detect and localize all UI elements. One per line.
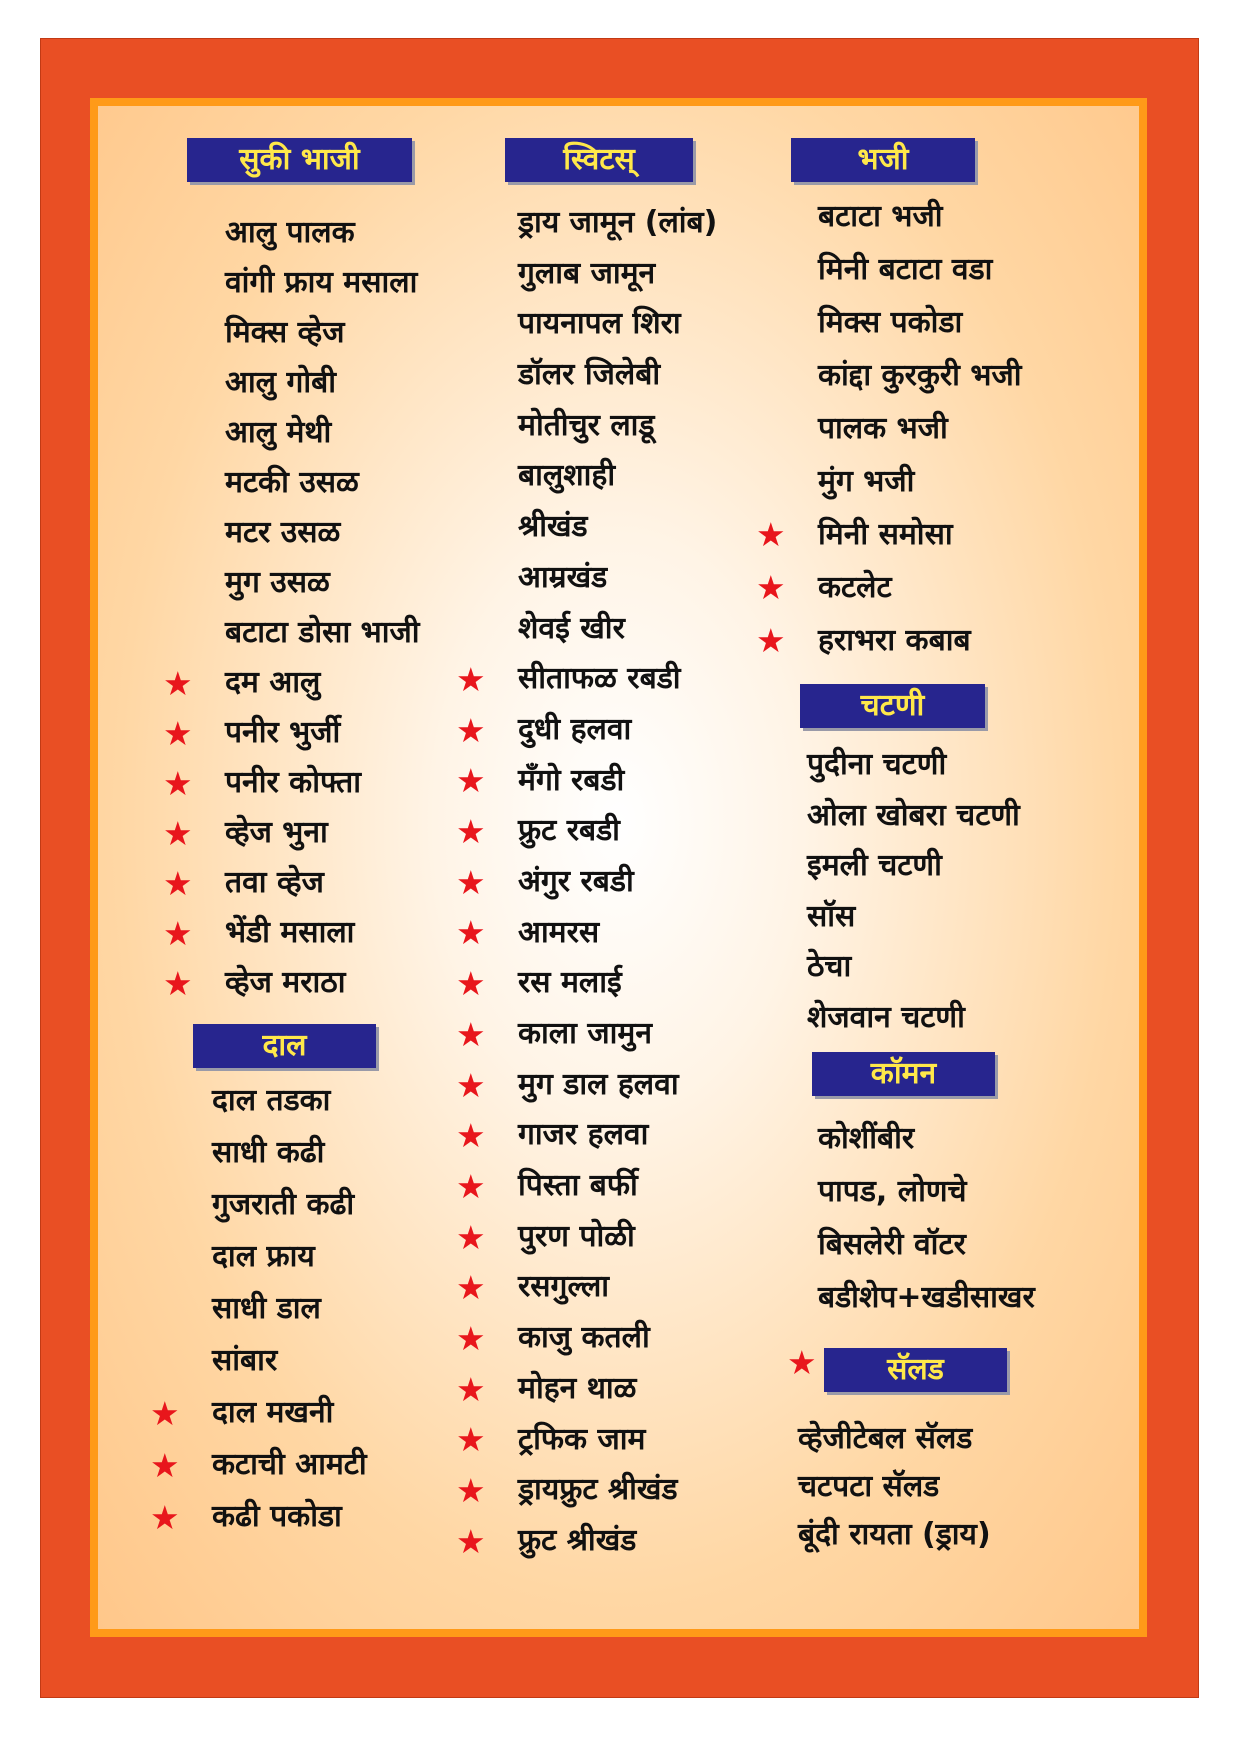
list-item: [212, 1127, 367, 1179]
item-label: ओला खोबरा चटणी: [807, 797, 1020, 833]
list-item: [225, 558, 420, 608]
item-label: पापड, लोणचे: [818, 1174, 967, 1209]
star-icon: ★: [456, 1471, 486, 1511]
list-item: [818, 190, 1022, 243]
star-icon: ★: [456, 1065, 486, 1105]
star-icon: ★: [756, 568, 786, 607]
item-label: पिस्ता बर्फी: [518, 1168, 638, 1204]
item-label: साधी कढी: [212, 1135, 325, 1170]
section-header-chatni: चटणी: [800, 684, 985, 728]
star-icon: ★: [456, 1268, 486, 1308]
list-suki-bhaji: [163, 208, 420, 1008]
item-label: आमरस: [518, 914, 600, 950]
item-label: कोशींबीर: [818, 1121, 915, 1156]
list-item: [225, 458, 420, 508]
item-label: मटकी उसळ: [225, 465, 359, 500]
list-item: [456, 705, 717, 756]
item-label: अंगुर रबडी: [518, 863, 634, 899]
star-icon: ★: [456, 1014, 486, 1054]
list-item: [212, 1231, 367, 1283]
list-item: [518, 299, 717, 350]
star-icon: ★: [456, 1217, 486, 1257]
star-icon: ★: [787, 1343, 817, 1382]
item-label: सीताफळ रबडी: [518, 661, 681, 697]
list-item: [456, 1313, 717, 1364]
list-item: [518, 350, 717, 401]
list-item: [456, 1060, 717, 1111]
item-label: चटपटा सॅलड: [798, 1469, 940, 1504]
star-icon: ★: [163, 863, 193, 903]
list-item: [807, 740, 1020, 791]
star-icon: ★: [456, 913, 486, 953]
star-icon: ★: [163, 963, 193, 1003]
list-item: [225, 258, 420, 308]
list-dal: [150, 1075, 367, 1543]
item-label: कटलेट: [818, 570, 892, 605]
item-label: मिनी बटाटा वडा: [818, 252, 993, 287]
list-item: [163, 658, 420, 708]
item-label: बिसलेरी वॉटर: [818, 1227, 966, 1262]
list-item: [225, 408, 420, 458]
list-item: [456, 1161, 717, 1212]
list-item: [518, 401, 717, 452]
item-label: गुलाब जामून: [518, 255, 656, 291]
item-label: ठेचा: [807, 949, 852, 984]
item-label: पालक भजी: [818, 411, 948, 446]
list-item: [456, 756, 717, 807]
item-label: तवा व्हेज: [225, 865, 324, 900]
item-label: कटाची आमटी: [212, 1447, 367, 1482]
item-label: मोहन थाळ: [518, 1370, 637, 1406]
item-label: रस मलाई: [518, 965, 622, 1001]
star-icon: ★: [456, 1420, 486, 1460]
list-item: [456, 1415, 717, 1466]
list-item: [212, 1179, 367, 1231]
item-label: बालुशाही: [518, 458, 616, 494]
section-header-bhaji: भजी: [791, 138, 975, 182]
list-item: [818, 402, 1022, 455]
list-salad: [798, 1415, 991, 1559]
list-item: [818, 349, 1022, 402]
list-item: [518, 249, 717, 300]
list-item: [225, 608, 420, 658]
item-label: दुधी हलवा: [518, 711, 632, 747]
item-label: ड्रायफ्रुट श्रीखंड: [518, 1472, 678, 1508]
section-header-dal: दाल: [193, 1024, 376, 1068]
list-item: [818, 455, 1022, 508]
item-label: शेजवान चटणी: [807, 999, 965, 1035]
star-icon: ★: [163, 763, 193, 803]
star-icon: ★: [456, 1166, 486, 1206]
list-item: [456, 1110, 717, 1161]
list-item: [150, 1439, 367, 1491]
item-label: मुग डाल हलवा: [518, 1066, 679, 1102]
item-label: मोतीचुर लाडू: [518, 407, 655, 443]
list-item: [518, 502, 717, 553]
item-label: डॉलर जिलेबी: [518, 357, 661, 393]
star-icon: ★: [150, 1497, 180, 1537]
item-label: सांबार: [212, 1343, 278, 1378]
item-label: श्रीखंड: [518, 509, 588, 545]
list-item: [163, 808, 420, 858]
item-label: साधी डाल: [212, 1291, 321, 1326]
list-item: [798, 1415, 991, 1463]
list-item: [456, 1212, 717, 1263]
list-item: [456, 1364, 717, 1415]
list-item: [756, 508, 1022, 561]
list-item: [818, 1218, 1035, 1271]
section-header-suki-bhaji: सुकी भाजी: [187, 138, 412, 182]
list-item: [212, 1335, 367, 1387]
star-icon: ★: [456, 710, 486, 750]
list-item: [456, 1009, 717, 1060]
list-item: [456, 1465, 717, 1516]
list-item: [456, 806, 717, 857]
item-label: भेंडी मसाला: [225, 915, 355, 950]
list-item: [818, 243, 1022, 296]
list-item: [756, 614, 1022, 667]
list-item: [807, 791, 1020, 842]
item-label: सॉस: [807, 898, 856, 934]
list-item: [756, 561, 1022, 614]
item-label: पुरण पोळी: [518, 1218, 635, 1254]
list-item: [212, 1075, 367, 1127]
star-icon: ★: [756, 515, 786, 554]
item-label: पनीर भुर्जी: [225, 715, 341, 750]
item-label: दाल मखनी: [212, 1395, 334, 1430]
list-item: [225, 208, 420, 258]
list-item: [807, 942, 1020, 993]
list-item: [163, 908, 420, 958]
section-header-sweets: स्विटस्: [505, 138, 693, 182]
star-icon: ★: [150, 1393, 180, 1433]
list-item: [163, 758, 420, 808]
star-icon: ★: [456, 1116, 486, 1156]
list-item: [163, 708, 420, 758]
item-label: रसगुल्ला: [518, 1269, 610, 1305]
list-item: [225, 358, 420, 408]
list-item: [163, 958, 420, 1008]
item-label: हराभरा कबाब: [818, 623, 971, 658]
list-item: [818, 1271, 1035, 1324]
item-label: बूंदी रायता (ड्राय): [798, 1517, 991, 1552]
item-label: बटाटा भजी: [818, 199, 943, 234]
list-item: [163, 858, 420, 908]
list-item: [798, 1463, 991, 1511]
item-label: आलु पालक: [225, 215, 355, 250]
list-item: [456, 654, 717, 705]
star-icon: ★: [456, 862, 486, 902]
list-item: [212, 1283, 367, 1335]
list-item: [807, 841, 1020, 892]
star-icon: ★: [163, 913, 193, 953]
list-item: [150, 1491, 367, 1543]
list-chatni: [807, 740, 1020, 1043]
item-label: व्हेजीटेबल सॅलड: [798, 1421, 973, 1456]
list-item: [798, 1511, 991, 1559]
item-label: व्हेज भुना: [225, 815, 328, 850]
item-label: पनीर कोफ्ता: [225, 765, 362, 800]
item-label: मिक्स व्हेज: [225, 315, 345, 350]
item-label: पुदीना चटणी: [807, 747, 947, 782]
star-icon: ★: [456, 1521, 486, 1561]
item-label: इमली चटणी: [807, 848, 942, 883]
item-label: गुजराती कढी: [212, 1187, 355, 1222]
list-item: [818, 1165, 1035, 1218]
list-item: [456, 1262, 717, 1313]
section-header-salad: सॅलड: [824, 1348, 1007, 1392]
list-item: [807, 892, 1020, 943]
item-label: काला जामुन: [518, 1016, 652, 1051]
list-item: [456, 908, 717, 959]
item-label: दम आलु: [225, 665, 321, 700]
list-item: [807, 993, 1020, 1044]
list-item: [818, 1112, 1035, 1165]
item-label: मुग उसळ: [225, 565, 330, 600]
item-label: बटाटा डोसा भाजी: [225, 615, 420, 650]
list-item: [456, 958, 717, 1009]
list-item: [518, 604, 717, 655]
item-label: काजु कतली: [518, 1320, 650, 1356]
item-label: आम्रखंड: [518, 559, 608, 595]
list-item: [456, 1516, 717, 1567]
list-item: [456, 857, 717, 908]
star-icon: ★: [163, 813, 193, 853]
star-icon: ★: [163, 663, 193, 703]
item-label: मिक्स पकोडा: [818, 305, 963, 340]
item-label: कांद्दा कुरकुरी भजी: [818, 358, 1022, 393]
item-label: फ्रुट श्रीखंड: [518, 1522, 637, 1558]
list-item: [818, 296, 1022, 349]
list-item: [518, 198, 717, 249]
item-label: कढी पकोडा: [212, 1499, 342, 1534]
item-label: मुंग भजी: [818, 464, 915, 499]
list-item: [518, 451, 717, 502]
item-label: दाल फ्राय: [212, 1239, 315, 1274]
star-icon: ★: [150, 1445, 180, 1485]
item-label: फ्रुट रबडी: [518, 813, 620, 849]
item-label: मटर उसळ: [225, 515, 341, 550]
star-icon: ★: [456, 964, 486, 1004]
item-label: मँगो रबडी: [518, 762, 625, 798]
star-icon: ★: [456, 660, 486, 700]
star-icon: ★: [456, 761, 486, 801]
list-item: [225, 308, 420, 358]
item-label: मिनी समोसा: [818, 517, 953, 552]
item-label: दाल तडका: [212, 1083, 331, 1118]
item-label: पायनापल शिरा: [518, 306, 681, 342]
star-icon: ★: [456, 1318, 486, 1358]
star-icon: ★: [756, 621, 786, 660]
list-bhaji: [756, 190, 1022, 667]
list-item: [150, 1387, 367, 1439]
list-sweets: [456, 198, 718, 1567]
item-label: ड्राय जामून (लांब): [518, 205, 718, 240]
list-item: [518, 553, 717, 604]
item-label: बडीशेप+खडीसाखर: [818, 1280, 1035, 1315]
item-label: शेवई खीर: [518, 610, 625, 646]
star-icon: ★: [163, 713, 193, 753]
star-icon: ★: [456, 812, 486, 852]
section-header-common: कॉमन: [812, 1052, 995, 1096]
list-common: [818, 1112, 1035, 1324]
item-label: गाजर हलवा: [518, 1117, 649, 1153]
item-label: आलु गोबी: [225, 365, 337, 400]
item-label: व्हेज मराठा: [225, 965, 346, 1000]
list-item: [225, 508, 420, 558]
star-icon: ★: [456, 1369, 486, 1409]
item-label: ट्रफिक जाम: [518, 1421, 646, 1457]
item-label: आलु मेथी: [225, 415, 332, 450]
item-label: वांगी फ्राय मसाला: [225, 265, 418, 300]
